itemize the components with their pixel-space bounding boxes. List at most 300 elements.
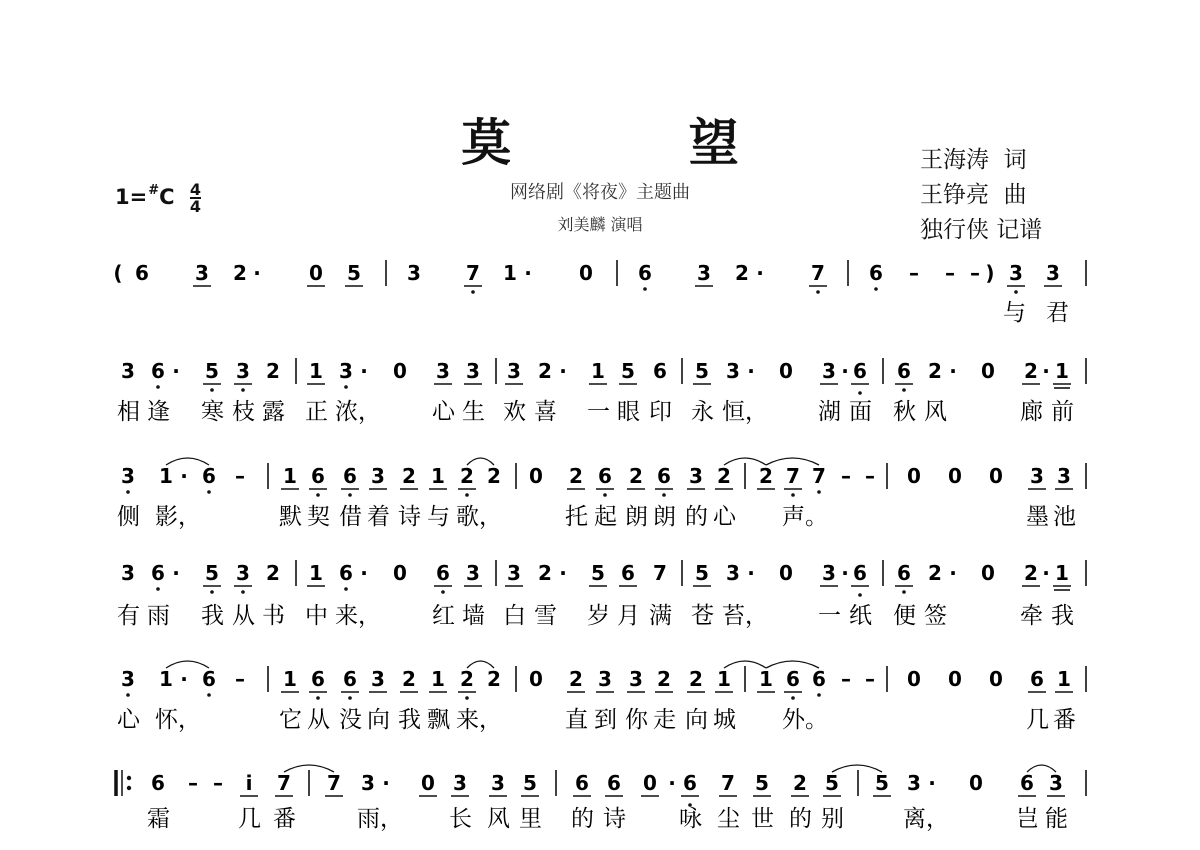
note-symbol: 6 (638, 261, 652, 285)
lyric-syllable: 欢 (503, 399, 526, 425)
note-symbol: 3 (407, 261, 421, 285)
lyric-syllable: 雨， (357, 806, 403, 832)
note-symbol: 5 (523, 771, 537, 795)
note-symbol: 0 (981, 561, 995, 585)
note-symbol: 2 (233, 261, 247, 285)
lyric-syllable: 默 (279, 504, 302, 530)
note-symbol: ) (985, 261, 995, 285)
lyric-syllable: 雨 (147, 603, 170, 629)
lyric-syllable: 诗 (603, 806, 626, 832)
note-symbol: 3 (466, 561, 480, 585)
note-symbol: 6 (575, 771, 589, 795)
lyric-syllable: 岁 (587, 603, 610, 629)
lyric-syllable: 满 (649, 603, 672, 629)
lower-octave-dot (348, 696, 352, 700)
lyric-syllable: 君 (1046, 300, 1069, 326)
lyric-syllable: 面 (849, 399, 872, 425)
note-symbol: 6 (869, 261, 883, 285)
lyric-syllable: 寒 (201, 399, 224, 425)
note-symbol: – (841, 464, 851, 488)
lyric-syllable: 苔， (722, 603, 768, 629)
note-symbol: 3 (1046, 261, 1060, 285)
note-symbol: 5 (205, 359, 219, 383)
lyric-syllable: 长 (449, 806, 472, 832)
lyric-syllable: 到 (594, 707, 617, 733)
lyric-syllable: 番 (1053, 707, 1076, 733)
note-symbol: 3 (689, 464, 703, 488)
note-symbol: · (841, 359, 849, 383)
note-symbol: 3 (1057, 464, 1071, 488)
note-symbol: · (949, 561, 957, 585)
lyric-syllable: 湖 (818, 399, 841, 425)
lyric-syllable: 别 (821, 806, 844, 832)
note-symbol: · (747, 561, 755, 585)
lyric-syllable: 生 (462, 399, 485, 425)
note-symbol: – (865, 667, 875, 691)
note-symbol: 3 (507, 359, 521, 383)
performer-credit: 刘美麟 演唱 (557, 215, 643, 234)
note-symbol: · (360, 359, 368, 383)
lyric-syllable: 向 (367, 707, 390, 733)
note-symbol: – (945, 261, 955, 285)
lower-octave-dot (603, 493, 607, 497)
note-symbol: 1 (591, 359, 605, 383)
lyric-syllable: 能 (1045, 806, 1068, 832)
lyric-syllable: 几 (1026, 707, 1049, 733)
lyric-syllable: 相 (117, 399, 140, 425)
lyric-syllable: 走 (653, 707, 676, 733)
note-symbol: 3 (491, 771, 505, 795)
note-symbol: – (841, 667, 851, 691)
note-symbol: 3 (236, 359, 250, 383)
lower-octave-dot (210, 388, 214, 392)
note-symbol: 2 (569, 464, 583, 488)
note-symbol: 5 (695, 561, 709, 585)
note-symbol: 3 (236, 561, 250, 585)
lyric-syllable: 向 (685, 707, 708, 733)
lower-octave-dot (858, 391, 862, 395)
lyric-syllable: 影， (155, 504, 201, 530)
lower-octave-dot (816, 290, 820, 294)
note-symbol: 6 (151, 561, 165, 585)
transcriber-credit: 独行侠 记谱 (920, 217, 1043, 243)
note-symbol: 0 (907, 667, 921, 691)
note-symbol: 3 (436, 359, 450, 383)
lower-octave-dot (1014, 290, 1018, 294)
lyric-syllable: 签 (924, 603, 947, 629)
note-symbol: 1 (283, 667, 297, 691)
lyric-syllable: 中 (305, 603, 328, 629)
note-symbol: 0 (421, 771, 435, 795)
lower-octave-dot (465, 696, 469, 700)
note-symbol: – (970, 261, 980, 285)
lower-octave-dot (817, 693, 821, 697)
lower-octave-dot (241, 388, 245, 392)
lyric-syllable: 城 (713, 707, 736, 733)
lyric-syllable: 怀， (155, 707, 201, 733)
note-symbol: · (253, 261, 261, 285)
lyric-syllable: 秋 (893, 399, 916, 425)
note-symbol: 6 (202, 464, 216, 488)
lyric-syllable: 咏 (679, 806, 702, 832)
lyric-syllable: 逢 (147, 399, 170, 425)
lyric-syllable: 来， (456, 707, 502, 733)
lyric-syllable: 白 (503, 603, 526, 629)
note-symbol: 0 (579, 261, 593, 285)
lyric-syllable: 霜 (147, 806, 170, 832)
lyric-syllable: 枝 (232, 399, 255, 425)
lower-octave-dot (344, 385, 348, 389)
note-symbol: 2 (717, 464, 731, 488)
note-symbol: 3 (726, 561, 740, 585)
note-symbol: – (235, 667, 245, 691)
lyric-syllable: 托 (565, 504, 588, 530)
lower-octave-dot (791, 696, 795, 700)
lower-octave-dot (156, 587, 160, 591)
note-symbol: 2 (538, 359, 552, 383)
note-symbol: 2 (689, 667, 703, 691)
lyric-syllable: 你 (625, 707, 648, 733)
note-symbol: 3 (371, 464, 385, 488)
note-symbol: ( (113, 261, 123, 285)
note-symbol: 3 (195, 261, 209, 285)
lyric-syllable: 朗 (625, 504, 648, 530)
lyric-syllable: 心 (117, 707, 140, 733)
lower-octave-dot (643, 287, 647, 291)
note-symbol: · (756, 261, 764, 285)
note-symbol: 1 (1055, 561, 1069, 585)
note-symbol: 0 (981, 359, 995, 383)
note-symbol: · (1042, 359, 1050, 383)
note-symbol: 0 (907, 464, 921, 488)
note-symbol: 3 (121, 359, 135, 383)
lyric-syllable: 有 (117, 603, 140, 629)
lyric-syllable: 我 (1051, 603, 1074, 629)
note-symbol: 6 (653, 359, 667, 383)
note-symbol: · (668, 771, 676, 795)
note-symbol: 6 (436, 561, 450, 585)
note-symbol: 0 (529, 464, 543, 488)
note-symbol: 3 (121, 667, 135, 691)
lyric-syllable: 它 (279, 707, 302, 733)
note-symbol: 6 (598, 464, 612, 488)
note-symbol: 6 (1030, 667, 1044, 691)
note-symbol: 6 (621, 561, 635, 585)
note-symbol: · (928, 771, 936, 795)
note-symbol: 6 (812, 667, 826, 691)
lyric-syllable: 风 (487, 806, 510, 832)
note-symbol: 0 (309, 261, 323, 285)
note-symbol: 2 (759, 464, 773, 488)
note-symbol: 1 (759, 667, 773, 691)
lower-octave-dot (441, 590, 445, 594)
note-symbol: 0 (989, 464, 1003, 488)
note-symbol: · (180, 667, 188, 691)
lyric-syllable: 没 (339, 707, 362, 733)
lyric-syllable: 心 (713, 504, 736, 530)
note-symbol: · (841, 561, 849, 585)
note-symbol: 6 (897, 561, 911, 585)
lyric-syllable: 诗 (398, 504, 421, 530)
note-symbol: 1 (717, 667, 731, 691)
note-symbol: 2 (735, 261, 749, 285)
note-symbol: 3 (339, 359, 353, 383)
note-symbol: 3 (121, 561, 135, 585)
note-symbol: 2 (487, 464, 501, 488)
note-symbol: 1 (431, 464, 445, 488)
note-symbol: 6 (339, 561, 353, 585)
lyric-syllable: 尘 (717, 806, 740, 832)
note-symbol: 7 (327, 771, 341, 795)
lyric-syllable: 池 (1053, 504, 1076, 530)
lower-octave-dot (207, 490, 211, 494)
note-symbol: 6 (897, 359, 911, 383)
note-symbol: 6 (683, 771, 697, 795)
note-symbol: 1 (159, 667, 173, 691)
lyric-syllable: 侧 (117, 504, 140, 530)
lyric-syllable: 与 (1003, 300, 1026, 326)
lyric-syllable: 喜 (534, 399, 557, 425)
lyric-syllable: 墨 (1026, 504, 1049, 530)
note-symbol: 2 (460, 464, 474, 488)
note-symbol: 3 (466, 359, 480, 383)
lyric-syllable: 直 (565, 707, 588, 733)
lyric-syllable: 里 (519, 806, 542, 832)
lyric-syllable: 正 (305, 399, 328, 425)
lower-octave-dot (791, 493, 795, 497)
lyric-syllable: 恒， (722, 399, 768, 425)
lyric-syllable: 廊 (1020, 399, 1043, 425)
note-symbol: 6 (151, 359, 165, 383)
note-symbol: 6 (135, 261, 149, 285)
lyric-syllable: 离， (903, 806, 949, 832)
note-symbol: · (172, 561, 180, 585)
lower-octave-dot (858, 593, 862, 597)
note-symbol: – (235, 464, 245, 488)
note-symbol: 3 (361, 771, 375, 795)
lyric-syllable: 苍 (691, 603, 714, 629)
lower-octave-dot (344, 587, 348, 591)
lyric-syllable: 来， (335, 603, 381, 629)
lyric-syllable: 月 (617, 603, 640, 629)
note-symbol: 6 (1020, 771, 1034, 795)
note-symbol: 0 (969, 771, 983, 795)
lyric-syllable: 的 (789, 806, 812, 832)
lyric-syllable: 心 (432, 399, 455, 425)
note-symbol: 2 (657, 667, 671, 691)
note-symbol: · (1042, 561, 1050, 585)
note-symbol: 3 (1009, 261, 1023, 285)
note-symbol: · (559, 561, 567, 585)
note-symbol: 0 (393, 561, 407, 585)
note-symbol: 7 (277, 771, 291, 795)
lyric-syllable: 歌， (456, 504, 502, 530)
note-symbol: 1 (309, 359, 323, 383)
note-symbol: i (245, 771, 253, 795)
lyric-syllable: 前 (1051, 399, 1074, 425)
note-symbol: 3 (726, 359, 740, 383)
lyric-syllable: 世 (751, 806, 774, 832)
note-symbol: · (524, 261, 532, 285)
song-subtitle: 网络剧《将夜》主题曲 (510, 182, 690, 203)
lower-octave-dot (902, 388, 906, 392)
lower-octave-dot (902, 590, 906, 594)
note-symbol: 5 (695, 359, 709, 383)
note-symbol: 6 (607, 771, 621, 795)
lyric-syllable: 红 (432, 603, 455, 629)
note-symbol: 5 (875, 771, 889, 795)
time-numerator: 4 (189, 180, 201, 199)
note-symbol: 6 (202, 667, 216, 691)
lyric-syllable: 与 (427, 504, 450, 530)
note-symbol: 3 (598, 667, 612, 691)
note-symbol: 6 (311, 464, 325, 488)
note-symbol: 1 (503, 261, 517, 285)
note-symbol: 2 (928, 561, 942, 585)
lower-octave-dot (316, 696, 320, 700)
note-symbol: 7 (721, 771, 735, 795)
note-symbol: 6 (853, 561, 867, 585)
note-symbol: 3 (371, 667, 385, 691)
note-symbol: · (360, 561, 368, 585)
lower-octave-dot (817, 490, 821, 494)
lyric-syllable: 眼 (617, 399, 640, 425)
lyric-syllable: 书 (262, 603, 285, 629)
lower-octave-dot (210, 590, 214, 594)
lyric-syllable: 纸 (849, 603, 872, 629)
note-symbol: 6 (311, 667, 325, 691)
lyric-syllable: 起 (594, 504, 617, 530)
note-symbol: 2 (629, 464, 643, 488)
lower-octave-dot (874, 287, 878, 291)
note-symbol: – (909, 261, 919, 285)
note-symbol: 6 (853, 359, 867, 383)
lyric-syllable: 露 (262, 399, 285, 425)
note-symbol: 3 (697, 261, 711, 285)
lower-octave-dot (465, 493, 469, 497)
note-symbol: 3 (907, 771, 921, 795)
note-symbol: · (949, 359, 957, 383)
note-symbol: 6 (151, 771, 165, 795)
lyric-syllable: 我 (201, 603, 224, 629)
note-symbol: 1 (309, 561, 323, 585)
lyric-syllable: 印 (649, 399, 672, 425)
lyric-syllable: 着 (367, 504, 390, 530)
lyric-syllable: 便 (893, 603, 916, 629)
note-symbol: 3 (1049, 771, 1063, 795)
note-symbol: 3 (453, 771, 467, 795)
note-symbol: 1 (431, 667, 445, 691)
note-symbol: · (747, 359, 755, 383)
lyricist-credit: 王海涛 词 (920, 147, 1027, 173)
key-note: C (159, 185, 175, 209)
note-symbol: 2 (569, 667, 583, 691)
lyric-syllable: 契 (307, 504, 330, 530)
note-symbol: 0 (948, 667, 962, 691)
note-symbol: 1 (283, 464, 297, 488)
lyric-syllable: 朗 (653, 504, 676, 530)
note-symbol: 7 (811, 261, 825, 285)
lyric-syllable: 我 (398, 707, 421, 733)
note-symbol: 5 (825, 771, 839, 795)
note-symbol: 7 (786, 464, 800, 488)
note-symbol: 0 (529, 667, 543, 691)
lower-octave-dot (156, 385, 160, 389)
note-symbol: 7 (653, 561, 667, 585)
composer-credit: 王铮亮 曲 (920, 182, 1027, 208)
lower-octave-dot (241, 590, 245, 594)
note-symbol: 7 (466, 261, 480, 285)
note-symbol: 3 (629, 667, 643, 691)
lyric-syllable: 雪 (534, 603, 557, 629)
note-symbol: 0 (393, 359, 407, 383)
lyric-syllable: 永 (691, 399, 714, 425)
note-symbol: 2 (1024, 359, 1038, 383)
key-prefix: 1= (115, 185, 148, 209)
lyric-syllable: 的 (571, 806, 594, 832)
note-symbol: 2 (402, 667, 416, 691)
lyric-syllable: 从 (307, 707, 330, 733)
lyric-syllable: 墙 (462, 603, 485, 629)
note-symbol: 3 (121, 464, 135, 488)
note-symbol: 2 (266, 359, 280, 383)
lower-octave-dot (316, 493, 320, 497)
note-symbol: 0 (948, 464, 962, 488)
note-symbol: 3 (822, 561, 836, 585)
note-symbol: 6 (343, 667, 357, 691)
note-symbol: 1 (159, 464, 173, 488)
note-symbol: 3 (822, 359, 836, 383)
note-symbol: 0 (779, 561, 793, 585)
lyric-syllable: 牵 (1020, 603, 1043, 629)
note-symbol: 6 (786, 667, 800, 691)
lyric-syllable: 一 (818, 603, 841, 629)
note-symbol: 2 (538, 561, 552, 585)
repeat-start-sign (116, 770, 131, 796)
lyric-syllable: 的 (685, 504, 708, 530)
note-symbol: – (213, 771, 223, 795)
note-symbol: · (180, 464, 188, 488)
note-symbol: 2 (266, 561, 280, 585)
note-symbol: 5 (621, 359, 635, 383)
note-symbol: 0 (643, 771, 657, 795)
note-symbol: 6 (343, 464, 357, 488)
note-symbol: 6 (657, 464, 671, 488)
note-symbol: 2 (487, 667, 501, 691)
note-symbol: 1 (1057, 667, 1071, 691)
note-symbol: · (559, 359, 567, 383)
lyric-syllable: 声。 (782, 504, 828, 530)
lyric-syllable: 一 (587, 399, 610, 425)
lyric-syllable: 岂 (1016, 806, 1039, 832)
lyric-syllable: 从 (232, 603, 255, 629)
note-symbol: 2 (928, 359, 942, 383)
note-symbol: – (188, 771, 198, 795)
note-symbol: 0 (779, 359, 793, 383)
note-symbol: 5 (205, 561, 219, 585)
note-symbol: 2 (793, 771, 807, 795)
lyric-syllable: 几 (238, 806, 261, 832)
note-symbol: · (172, 359, 180, 383)
note-symbol: 3 (507, 561, 521, 585)
note-symbol: 1 (1055, 359, 1069, 383)
lyric-syllable: 浓， (335, 399, 381, 425)
lower-octave-dot (207, 693, 211, 697)
lyric-syllable: 飘 (427, 707, 450, 733)
note-symbol: 2 (460, 667, 474, 691)
note-symbol: 5 (755, 771, 769, 795)
note-symbol: 3 (1030, 464, 1044, 488)
